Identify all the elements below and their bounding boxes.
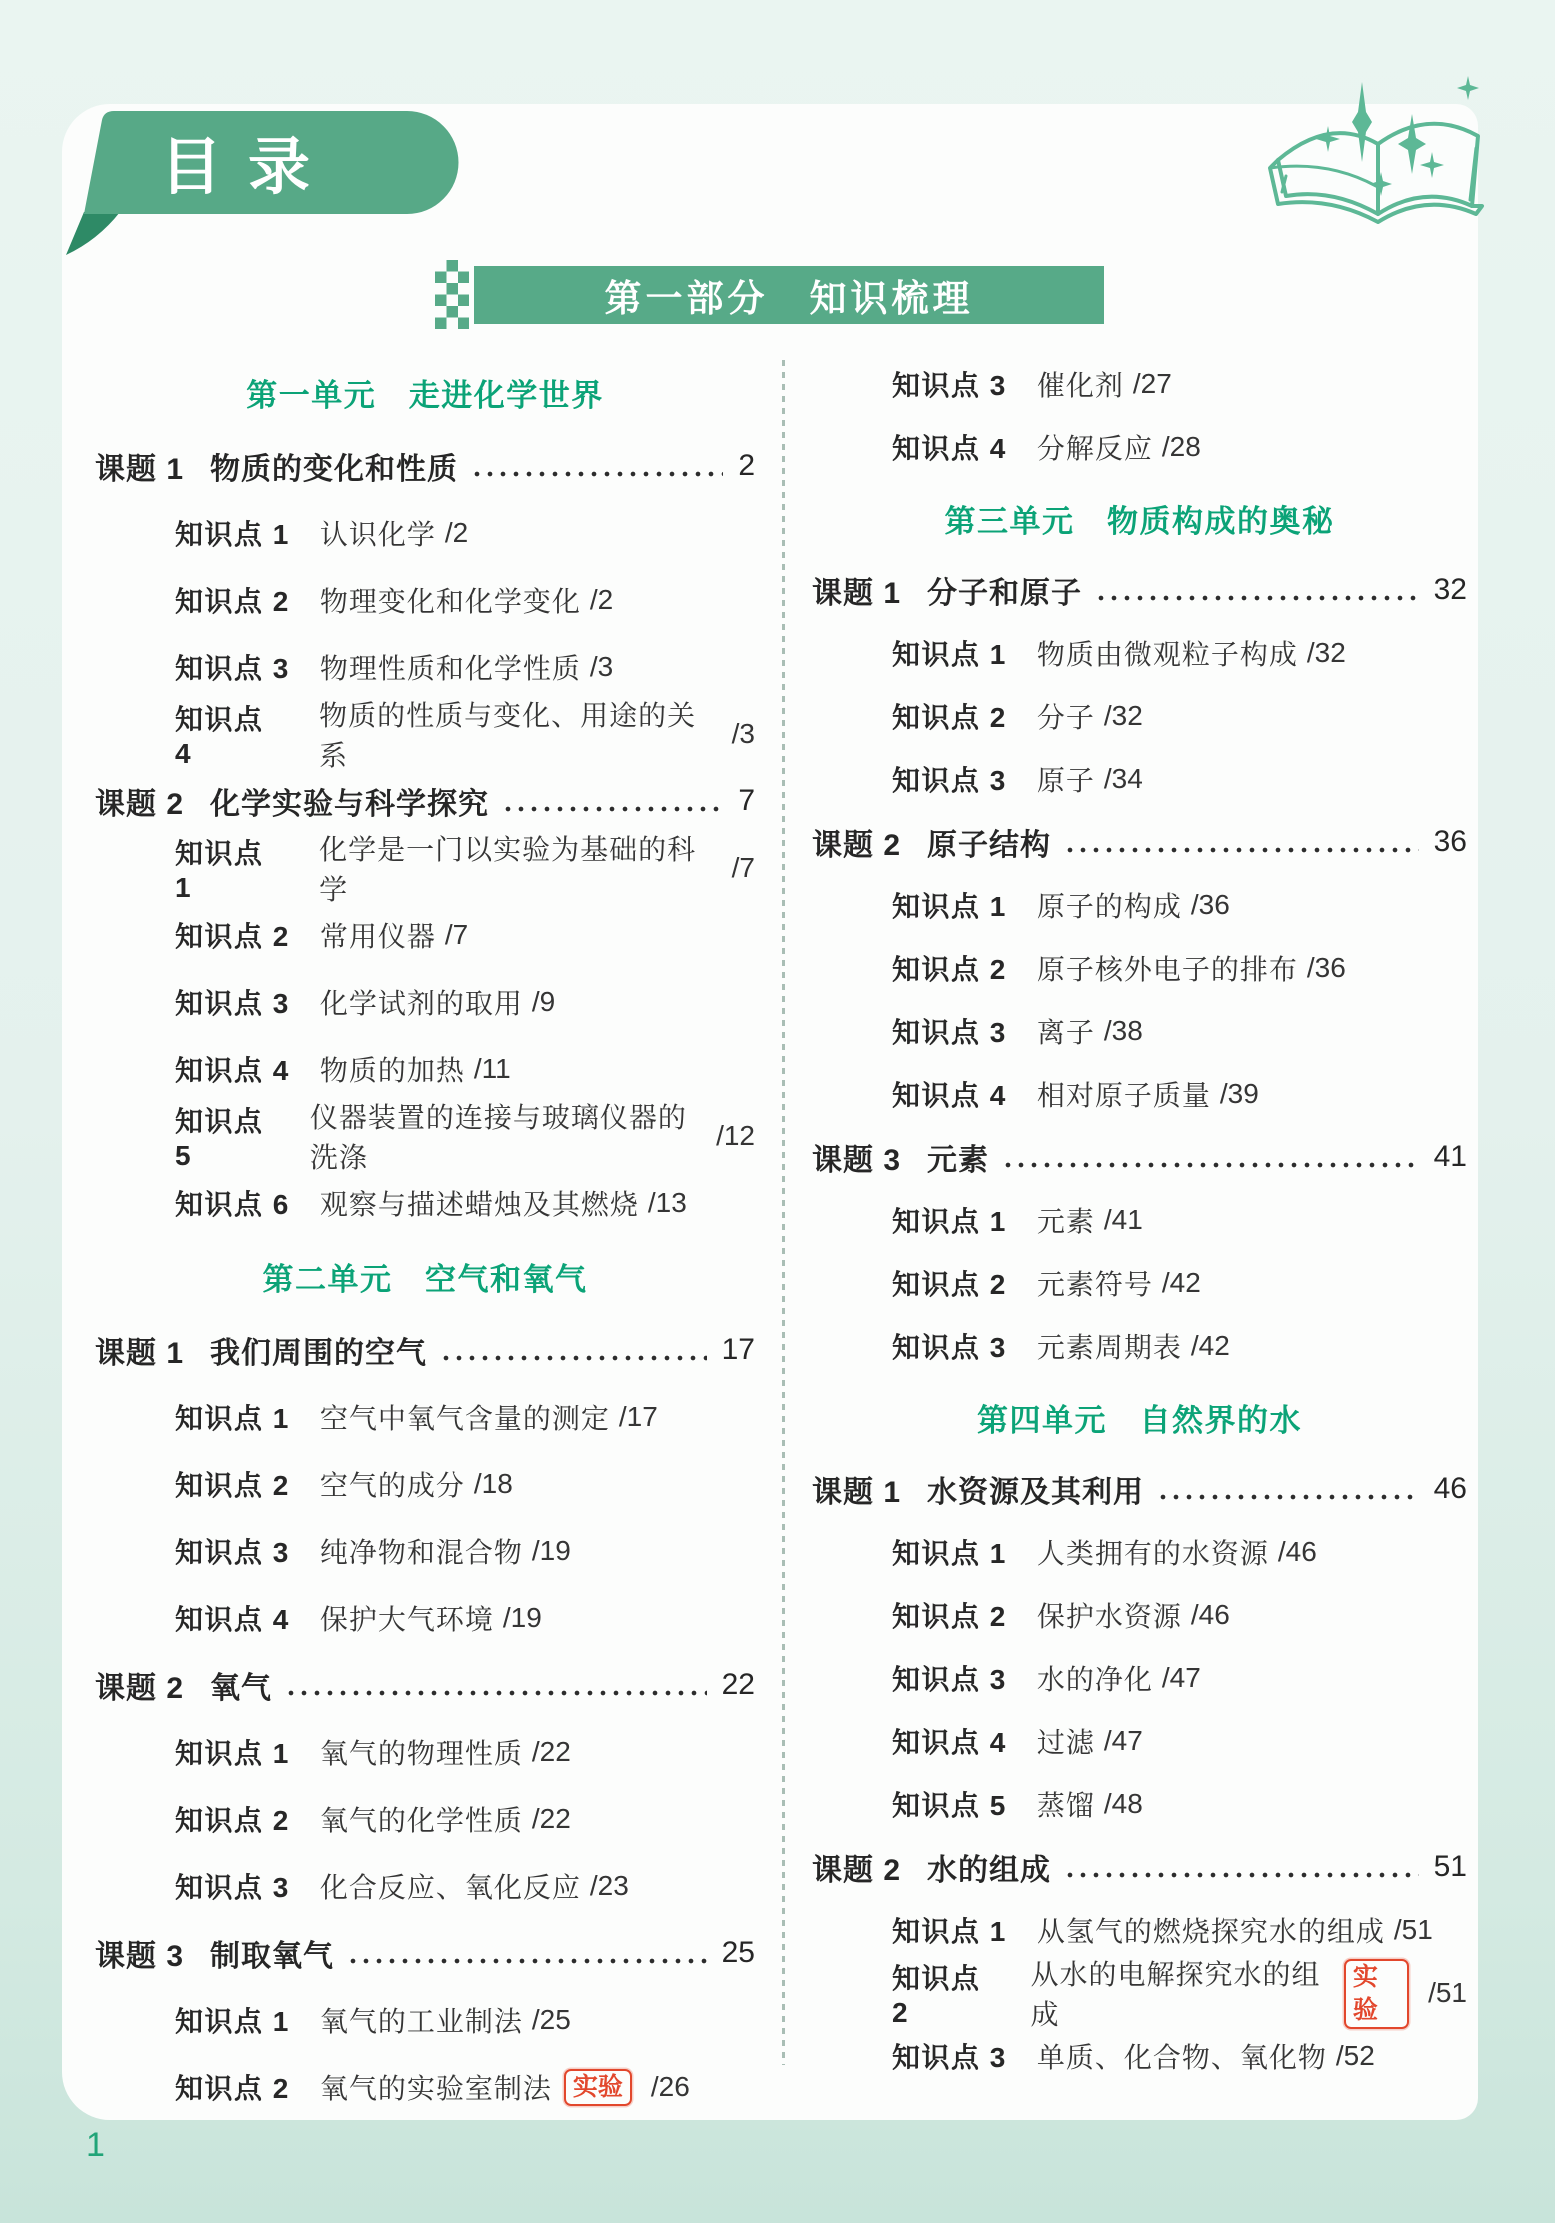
knowledge-point-page-number: /12 xyxy=(716,1119,755,1151)
knowledge-point-label: 知识点 3 xyxy=(892,2041,1007,2073)
knowledge-point-title: 仪器装置的连接与玻璃仪器的洗涤 xyxy=(309,1101,687,1173)
knowledge-point-label: 知识点 4 xyxy=(892,1079,1007,1111)
knowledge-point-label: 知识点 1 xyxy=(892,890,1007,922)
knowledge-point-label: 知识点 3 xyxy=(175,987,290,1019)
dot-leader xyxy=(473,470,723,478)
knowledge-point-row xyxy=(95,699,755,771)
knowledge-point-page-number: /19 xyxy=(502,1601,542,1633)
knowledge-point-page-number: /7 xyxy=(731,851,755,883)
knowledge-point-label: 知识点 3 xyxy=(892,764,1007,796)
knowledge-point-title: 纯净物和混合物 xyxy=(319,1536,523,1568)
knowledge-point-page-number: /51 xyxy=(1393,1913,1433,1945)
knowledge-point-page-number: /2 xyxy=(589,583,614,615)
dot-leader xyxy=(504,805,723,813)
lesson-label: 课题 3 xyxy=(95,1939,185,1973)
knowledge-point-label: 知识点 3 xyxy=(892,1663,1007,1695)
knowledge-point-row xyxy=(812,873,1467,936)
knowledge-point-label: 知识点 1 xyxy=(892,1205,1007,1237)
knowledge-point-title: 氧气的实验室制法 xyxy=(319,2072,552,2104)
knowledge-point-row xyxy=(812,747,1467,810)
lesson-page-number: 7 xyxy=(738,783,755,817)
knowledge-point-page-number: /41 xyxy=(1103,1203,1143,1235)
knowledge-point-row xyxy=(812,1709,1467,1772)
knowledge-point-row xyxy=(95,1718,755,1785)
knowledge-point-title: 氧气的物理性质 xyxy=(319,1737,523,1769)
knowledge-point-label: 知识点 1 xyxy=(175,1402,290,1434)
knowledge-point-label: 知识点 2 xyxy=(175,1804,290,1836)
unit-heading xyxy=(95,1236,755,1316)
lesson-label: 课题 2 xyxy=(812,828,902,862)
lesson-title: 化学实验与科学探究 xyxy=(210,787,490,821)
knowledge-point-row xyxy=(95,1383,755,1450)
knowledge-point-row xyxy=(95,968,755,1035)
unit-heading-label: 第四单元 自然界的水 xyxy=(977,1402,1302,1438)
knowledge-point-page-number: /47 xyxy=(1103,1724,1143,1756)
knowledge-point-row xyxy=(95,901,755,968)
lesson-page-number: 2 xyxy=(738,448,755,482)
toc-title: 目录 xyxy=(159,133,337,202)
lesson-row xyxy=(812,1835,1467,1898)
knowledge-point-page-number: /46 xyxy=(1190,1598,1230,1630)
knowledge-point-row xyxy=(812,1188,1467,1251)
knowledge-point-page-number: /26 xyxy=(650,2070,690,2102)
lesson-row xyxy=(812,810,1467,873)
lesson-title: 物质的变化和性质 xyxy=(210,452,459,486)
lesson-title: 元素 xyxy=(927,1143,990,1177)
dot-leader xyxy=(1066,846,1419,854)
knowledge-point-page-number: /23 xyxy=(589,1869,629,1901)
lesson-page-number: 32 xyxy=(1433,572,1467,606)
knowledge-point-title: 水的净化 xyxy=(1036,1663,1153,1695)
knowledge-point-label: 知识点 4 xyxy=(892,432,1007,464)
knowledge-point-page-number: /3 xyxy=(731,717,755,749)
knowledge-point-label: 知识点 2 xyxy=(892,701,1007,733)
knowledge-point-row xyxy=(812,1520,1467,1583)
lesson-page-number: 46 xyxy=(1433,1471,1467,1505)
toc-title-ribbon xyxy=(62,108,462,260)
knowledge-point-row xyxy=(95,1517,755,1584)
knowledge-point-label: 知识点 4 xyxy=(892,1726,1007,1758)
knowledge-point-title: 元素周期表 xyxy=(1036,1331,1182,1363)
column-divider xyxy=(782,360,785,2065)
knowledge-point-page-number: /3 xyxy=(589,650,614,682)
unit-heading xyxy=(812,478,1467,558)
toc-column-right xyxy=(812,352,1467,2120)
knowledge-point-title: 从氢气的燃烧探究水的组成 xyxy=(1036,1915,1385,1947)
knowledge-point-page-number: /7 xyxy=(444,918,469,950)
knowledge-point-row xyxy=(812,352,1467,415)
lesson-row xyxy=(95,432,755,499)
dot-leader xyxy=(1097,594,1419,602)
lesson-row xyxy=(95,1651,755,1718)
lesson-title: 分子和原子 xyxy=(927,576,1083,610)
experiment-badge: 实验 xyxy=(564,2069,632,2106)
knowledge-point-label: 知识点 4 xyxy=(175,703,264,769)
knowledge-point-title: 蒸馏 xyxy=(1036,1789,1095,1821)
knowledge-point-title: 从水的电解探究水的组成 xyxy=(1030,1958,1321,2030)
knowledge-point-label: 知识点 5 xyxy=(892,1789,1007,1821)
knowledge-point-label: 知识点 3 xyxy=(175,1871,290,1903)
knowledge-point-page-number: /19 xyxy=(531,1534,571,1566)
unit-heading-label: 第一单元 走进化学世界 xyxy=(246,377,604,413)
unit-heading xyxy=(812,1377,1467,1457)
knowledge-point-row xyxy=(812,1958,1467,2030)
knowledge-point-title: 原子的构成 xyxy=(1036,890,1182,922)
knowledge-point-title: 相对原子质量 xyxy=(1036,1079,1211,1111)
toc-columns xyxy=(95,352,1467,2120)
knowledge-point-title: 化合反应、氧化反应 xyxy=(319,1871,581,1903)
knowledge-point-title: 保护大气环境 xyxy=(319,1603,494,1635)
knowledge-point-page-number: /42 xyxy=(1161,1266,1201,1298)
knowledge-point-row xyxy=(95,833,755,905)
knowledge-point-row xyxy=(812,621,1467,684)
knowledge-point-page-number: /11 xyxy=(473,1052,511,1084)
knowledge-point-title: 物理变化和化学变化 xyxy=(319,585,581,617)
dot-leader xyxy=(1066,1871,1419,1879)
knowledge-point-title: 离子 xyxy=(1036,1016,1095,1048)
lesson-title: 原子结构 xyxy=(927,828,1052,862)
knowledge-point-page-number: /25 xyxy=(531,2003,571,2035)
knowledge-point-page-number: /13 xyxy=(647,1186,687,1218)
lesson-page-number: 36 xyxy=(1433,824,1467,858)
lesson-label: 课题 1 xyxy=(812,576,902,610)
part-banner xyxy=(474,266,1104,324)
knowledge-point-label: 知识点 2 xyxy=(892,1268,1007,1300)
knowledge-point-page-number: /36 xyxy=(1306,951,1346,983)
knowledge-point-row xyxy=(95,1035,755,1102)
knowledge-point-label: 知识点 1 xyxy=(892,1915,1007,1947)
knowledge-point-page-number: /46 xyxy=(1277,1535,1317,1567)
knowledge-point-row xyxy=(812,1646,1467,1709)
knowledge-point-page-number: /17 xyxy=(618,1400,658,1432)
lesson-title: 水的组成 xyxy=(927,1853,1052,1887)
knowledge-point-row xyxy=(812,1251,1467,1314)
knowledge-point-title: 单质、化合物、氧化物 xyxy=(1036,2041,1327,2073)
knowledge-point-row xyxy=(812,684,1467,747)
knowledge-point-row xyxy=(812,1772,1467,1835)
knowledge-point-label: 知识点 1 xyxy=(175,2005,290,2037)
knowledge-point-row xyxy=(95,1852,755,1919)
lesson-row xyxy=(95,1316,755,1383)
lesson-label: 课题 2 xyxy=(95,1671,185,1705)
dot-leader xyxy=(349,1957,707,1965)
lesson-row xyxy=(812,558,1467,621)
knowledge-point-title: 元素符号 xyxy=(1036,1268,1153,1300)
knowledge-point-label: 知识点 3 xyxy=(892,1016,1007,1048)
ribbon-fold-shape xyxy=(66,212,120,255)
knowledge-point-title: 人类拥有的水资源 xyxy=(1036,1537,1269,1569)
experiment-badge: 实验 xyxy=(1344,1959,1409,2029)
knowledge-point-row xyxy=(812,2024,1467,2087)
knowledge-point-page-number: /32 xyxy=(1306,636,1346,668)
knowledge-point-page-number: /39 xyxy=(1219,1077,1259,1109)
knowledge-point-title: 过滤 xyxy=(1036,1726,1095,1758)
lesson-title: 水资源及其利用 xyxy=(927,1475,1145,1509)
banner-checker-decoration xyxy=(435,260,469,329)
knowledge-point-label: 知识点 2 xyxy=(892,1962,981,2028)
knowledge-point-page-number: /32 xyxy=(1103,699,1143,731)
knowledge-point-page-number: /22 xyxy=(531,1735,571,1767)
knowledge-point-title: 认识化学 xyxy=(319,518,436,550)
toc-column-left xyxy=(95,352,755,2120)
knowledge-point-title: 化学试剂的取用 xyxy=(319,987,523,1019)
knowledge-point-label: 知识点 2 xyxy=(175,585,290,617)
lesson-row xyxy=(95,1919,755,1986)
knowledge-point-label: 知识点 3 xyxy=(892,369,1007,401)
lesson-row xyxy=(812,1125,1467,1188)
knowledge-point-label: 知识点 6 xyxy=(175,1188,290,1220)
knowledge-point-row xyxy=(95,1101,755,1173)
knowledge-point-page-number: /42 xyxy=(1190,1329,1230,1361)
knowledge-point-title: 氧气的工业制法 xyxy=(319,2005,523,2037)
knowledge-point-label: 知识点 3 xyxy=(175,652,290,684)
lesson-label: 课题 1 xyxy=(95,452,185,486)
knowledge-point-page-number: /47 xyxy=(1161,1661,1201,1693)
knowledge-point-title: 空气中氧气含量的测定 xyxy=(319,1402,610,1434)
lesson-title: 制取氧气 xyxy=(210,1939,335,1973)
knowledge-point-title: 物理性质和化学性质 xyxy=(319,652,581,684)
knowledge-point-label: 知识点 1 xyxy=(175,1737,290,1769)
knowledge-point-title: 原子 xyxy=(1036,764,1095,796)
knowledge-point-title: 氧气的化学性质 xyxy=(319,1804,523,1836)
knowledge-point-label: 知识点 2 xyxy=(175,1469,290,1501)
dot-leader xyxy=(287,1689,707,1697)
knowledge-point-row xyxy=(95,1169,755,1236)
knowledge-point-label: 知识点 2 xyxy=(892,1600,1007,1632)
knowledge-point-title: 空气的成分 xyxy=(319,1469,465,1501)
knowledge-point-page-number: /51 xyxy=(1428,1976,1467,2008)
unit-heading-label: 第三单元 物质构成的奥秘 xyxy=(944,503,1335,539)
knowledge-point-label: 知识点 5 xyxy=(175,1105,264,1171)
knowledge-point-row xyxy=(95,499,755,566)
knowledge-point-label: 知识点 2 xyxy=(892,953,1007,985)
knowledge-point-title: 原子核外电子的排布 xyxy=(1036,953,1298,985)
part-banner-label: 第一部分 知识梳理 xyxy=(604,278,974,319)
knowledge-point-label: 知识点 4 xyxy=(175,1603,290,1635)
knowledge-point-title: 物质的性质与变化、用途的关系 xyxy=(319,699,697,771)
knowledge-point-title: 分解反应 xyxy=(1036,432,1153,464)
knowledge-point-page-number: /2 xyxy=(444,516,469,548)
knowledge-point-row xyxy=(95,1986,755,2053)
lesson-label: 课题 1 xyxy=(812,1475,902,1509)
knowledge-point-label: 知识点 2 xyxy=(175,920,290,952)
lesson-page-number: 51 xyxy=(1433,1849,1467,1883)
knowledge-point-label: 知识点 1 xyxy=(175,518,290,550)
knowledge-point-row xyxy=(95,1785,755,1852)
knowledge-point-label: 知识点 2 xyxy=(175,2072,290,2104)
knowledge-point-label: 知识点 1 xyxy=(892,638,1007,670)
lesson-page-number: 22 xyxy=(721,1667,755,1701)
knowledge-point-label: 知识点 4 xyxy=(175,1054,290,1086)
lesson-row xyxy=(812,1457,1467,1520)
knowledge-point-title: 分子 xyxy=(1036,701,1095,733)
knowledge-point-title: 元素 xyxy=(1036,1205,1095,1237)
knowledge-point-title: 催化剂 xyxy=(1036,369,1124,401)
lesson-page-number: 41 xyxy=(1433,1139,1467,1173)
lesson-row xyxy=(95,767,755,834)
knowledge-point-row xyxy=(812,415,1467,478)
lesson-label: 课题 2 xyxy=(812,1853,902,1887)
knowledge-point-row xyxy=(812,999,1467,1062)
knowledge-point-page-number: /48 xyxy=(1103,1787,1143,1819)
lesson-label: 课题 2 xyxy=(95,787,185,821)
knowledge-point-row xyxy=(95,2053,755,2120)
lesson-label: 课题 1 xyxy=(95,1336,185,1370)
knowledge-point-page-number: /28 xyxy=(1161,430,1201,462)
unit-heading xyxy=(95,352,755,432)
knowledge-point-title: 物质由微观粒子构成 xyxy=(1036,638,1298,670)
knowledge-point-page-number: /52 xyxy=(1335,2039,1375,2071)
lesson-page-number: 25 xyxy=(721,1935,755,1969)
knowledge-point-title: 化学是一门以实验为基础的科学 xyxy=(319,833,697,905)
knowledge-point-title: 物质的加热 xyxy=(319,1054,465,1086)
knowledge-point-title: 常用仪器 xyxy=(319,920,436,952)
knowledge-point-row xyxy=(95,1450,755,1517)
knowledge-point-row xyxy=(812,1314,1467,1377)
knowledge-point-title: 保护水资源 xyxy=(1036,1600,1182,1632)
open-book-icon xyxy=(1240,64,1510,244)
knowledge-point-row xyxy=(812,936,1467,999)
knowledge-point-title: 观察与描述蜡烛及其燃烧 xyxy=(319,1188,639,1220)
knowledge-point-page-number: /9 xyxy=(531,985,556,1017)
dot-leader xyxy=(1159,1493,1419,1501)
lesson-title: 我们周围的空气 xyxy=(210,1336,428,1370)
knowledge-point-page-number: /27 xyxy=(1132,367,1172,399)
knowledge-point-row xyxy=(95,1584,755,1651)
unit-heading-label: 第二单元 空气和氧气 xyxy=(262,1261,588,1297)
page-number: 1 xyxy=(86,2126,105,2164)
knowledge-point-label: 知识点 1 xyxy=(175,837,264,903)
knowledge-point-row xyxy=(95,633,755,700)
knowledge-point-row xyxy=(812,1062,1467,1125)
knowledge-point-page-number: /18 xyxy=(473,1467,513,1499)
knowledge-point-row xyxy=(95,566,755,633)
knowledge-point-label: 知识点 3 xyxy=(175,1536,290,1568)
knowledge-point-page-number: /22 xyxy=(531,1802,571,1834)
knowledge-point-page-number: /38 xyxy=(1103,1014,1143,1046)
lesson-label: 课题 3 xyxy=(812,1143,902,1177)
knowledge-point-label: 知识点 1 xyxy=(892,1537,1007,1569)
lesson-page-number: 17 xyxy=(721,1332,755,1366)
knowledge-point-row xyxy=(812,1583,1467,1646)
knowledge-point-page-number: /36 xyxy=(1190,888,1230,920)
knowledge-point-page-number: /34 xyxy=(1103,762,1143,794)
knowledge-point-label: 知识点 3 xyxy=(892,1331,1007,1363)
dot-leader xyxy=(1004,1161,1419,1169)
lesson-title: 氧气 xyxy=(210,1671,273,1705)
dot-leader xyxy=(442,1354,707,1362)
